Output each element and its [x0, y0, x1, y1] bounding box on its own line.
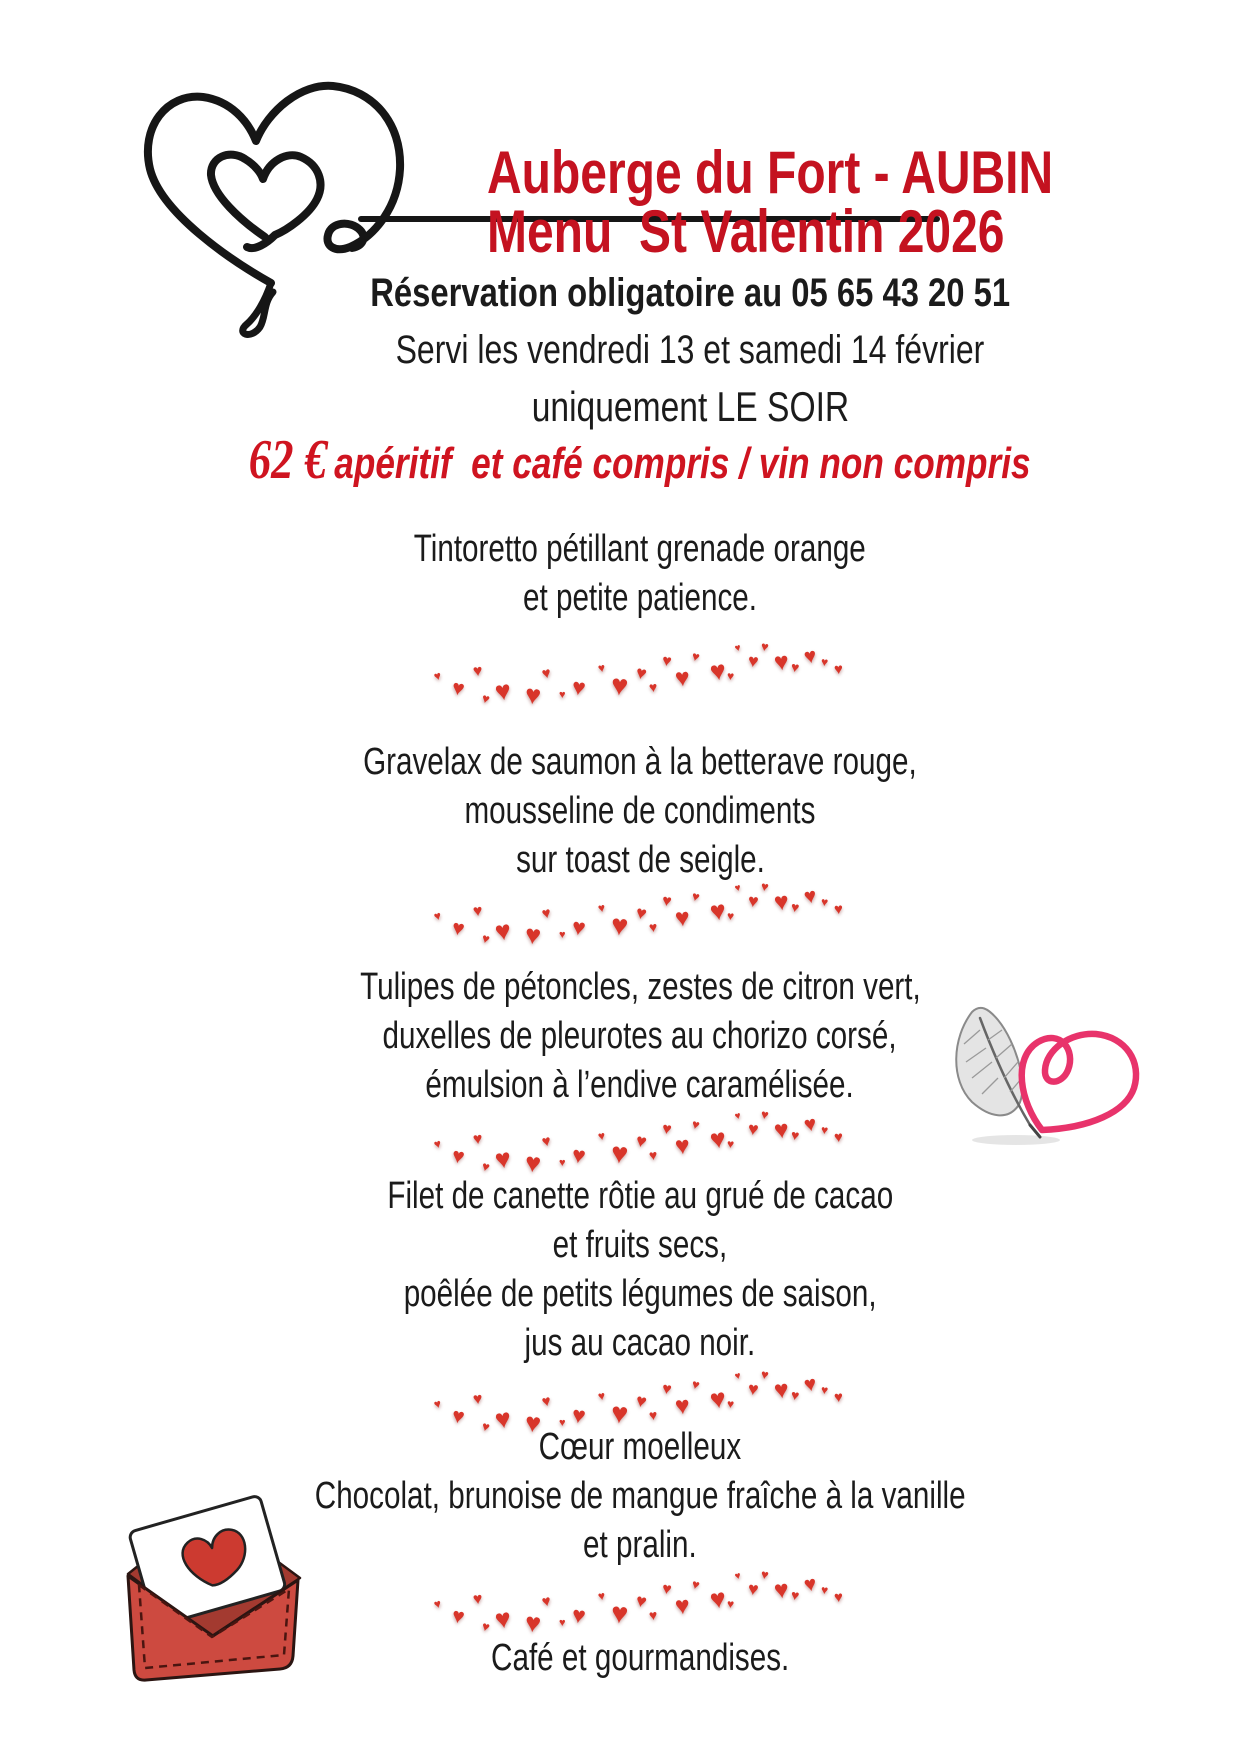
course-line-text: Tulipes de pétoncles, zestes de citron vert, — [359, 966, 921, 1008]
small-heart-icon: ♥ — [707, 1123, 728, 1155]
small-heart-icon: ♥ — [648, 1606, 659, 1624]
small-heart-icon: ♥ — [747, 1378, 760, 1400]
small-heart-icon: ♥ — [833, 900, 844, 919]
small-heart-icon: ♥ — [747, 890, 760, 912]
reservation-line — [240, 272, 1140, 314]
small-heart-icon: ♥ — [570, 1601, 588, 1629]
course-line — [140, 1423, 1140, 1472]
small-heart-icon: ♥ — [570, 673, 588, 701]
course-line — [140, 1221, 1140, 1270]
small-heart-icon: ♥ — [733, 1110, 743, 1123]
small-heart-icon: ♥ — [634, 1590, 650, 1612]
small-heart-icon: ♥ — [759, 1106, 771, 1123]
small-heart-icon: ♥ — [449, 916, 466, 941]
small-heart-icon: ♥ — [596, 900, 606, 916]
small-heart-icon: ♥ — [733, 1370, 743, 1383]
small-heart-icon: ♥ — [559, 1617, 566, 1629]
course-line-text: et pralin. — [583, 1524, 697, 1566]
small-heart-icon: ♥ — [820, 1382, 830, 1398]
small-heart-icon: ♥ — [833, 1128, 844, 1147]
small-heart-icon: ♥ — [472, 902, 484, 921]
course-line-text: Filet de canette rôtie au grué de cacao — [387, 1175, 893, 1217]
small-heart-icon: ♥ — [432, 1596, 444, 1612]
small-heart-icon: ♥ — [540, 1392, 553, 1411]
price-line-text — [249, 429, 1031, 502]
small-heart-icon: ♥ — [674, 1131, 691, 1161]
small-heart-icon: ♥ — [472, 1390, 484, 1409]
course-line-text: mousseline de condiments — [464, 790, 816, 832]
small-heart-icon: ♥ — [674, 903, 691, 933]
small-heart-icon: ♥ — [802, 644, 819, 669]
small-heart-icon: ♥ — [747, 1118, 760, 1140]
small-heart-icon: ♥ — [707, 1383, 728, 1415]
small-heart-icon: ♥ — [523, 1147, 543, 1179]
small-heart-icon: ♥ — [820, 654, 830, 670]
small-heart-icon: ♥ — [820, 1582, 830, 1598]
small-heart-icon: ♥ — [449, 676, 466, 701]
small-heart-icon: ♥ — [733, 1570, 743, 1583]
small-heart-icon: ♥ — [772, 647, 791, 677]
small-heart-icon: ♥ — [570, 1401, 588, 1429]
small-heart-icon: ♥ — [523, 1407, 543, 1439]
small-heart-icon: ♥ — [432, 1396, 444, 1412]
course-main — [140, 1172, 1140, 1368]
small-heart-icon: ♥ — [449, 1404, 466, 1429]
small-heart-icon: ♥ — [690, 888, 702, 905]
evening-only-line — [240, 385, 1140, 429]
small-heart-icon: ♥ — [674, 1591, 691, 1621]
course-line-text: sur toast de seigle. — [515, 839, 765, 881]
small-heart-icon: ♥ — [648, 1406, 659, 1424]
small-heart-icon: ♥ — [661, 1380, 673, 1399]
hearts-divider — [430, 1102, 860, 1178]
small-heart-icon: ♥ — [648, 1146, 659, 1164]
small-heart-icon: ♥ — [634, 662, 650, 684]
small-heart-icon: ♥ — [634, 1390, 650, 1412]
evening-only-text: uniquement LE SOIR — [531, 383, 849, 430]
small-heart-icon: ♥ — [747, 1578, 760, 1600]
small-heart-icon: ♥ — [726, 1396, 735, 1412]
small-heart-icon: ♥ — [790, 1126, 801, 1144]
menu-title — [420, 139, 1180, 265]
small-heart-icon: ♥ — [790, 898, 801, 916]
small-heart-icon: ♥ — [790, 658, 801, 676]
small-heart-icon: ♥ — [772, 1375, 791, 1405]
small-heart-icon: ♥ — [833, 1588, 844, 1607]
small-heart-icon: ♥ — [492, 675, 513, 707]
small-heart-icon: ♥ — [609, 909, 630, 943]
small-heart-icon: ♥ — [570, 1141, 588, 1169]
small-heart-icon: ♥ — [523, 1607, 543, 1639]
small-heart-icon: ♥ — [479, 1418, 492, 1435]
course-aperitif — [140, 525, 1140, 623]
small-heart-icon: ♥ — [472, 662, 484, 681]
course-line-text: poêlée de petits légumes de saison, — [403, 1273, 877, 1315]
hearts-divider — [430, 874, 860, 950]
small-heart-icon: ♥ — [759, 1566, 771, 1583]
small-heart-icon: ♥ — [707, 1583, 728, 1615]
small-heart-icon: ♥ — [690, 1576, 702, 1593]
small-heart-icon: ♥ — [733, 882, 743, 895]
small-heart-icon: ♥ — [648, 918, 659, 936]
small-heart-icon: ♥ — [559, 1417, 566, 1429]
small-heart-icon: ♥ — [802, 1372, 819, 1397]
small-heart-icon: ♥ — [772, 1115, 791, 1145]
course-line-text: Gravelax de saumon à la betterave rouge, — [363, 741, 917, 783]
course-line-text: Chocolat, brunoise de mangue fraîche à la vanille — [314, 1475, 966, 1517]
small-heart-icon: ♥ — [820, 894, 830, 910]
small-heart-icon: ♥ — [492, 1603, 513, 1635]
course-line-text: duxelles de pleurotes au chorizo corsé, — [382, 1015, 898, 1057]
small-heart-icon: ♥ — [707, 655, 728, 687]
small-heart-icon: ♥ — [432, 908, 444, 924]
small-heart-icon: ♥ — [661, 1580, 673, 1599]
small-heart-icon: ♥ — [674, 1391, 691, 1421]
course-line-text: jus au cacao noir. — [524, 1322, 756, 1364]
small-heart-icon: ♥ — [596, 660, 606, 676]
price-amount: 62 € — [249, 429, 328, 491]
small-heart-icon: ♥ — [802, 884, 819, 909]
small-heart-icon: ♥ — [820, 1122, 830, 1138]
menu-title-text: Menu St Valentin 2026 — [486, 198, 1005, 265]
service-dates-text: Servi les vendredi 13 et samedi 14 février — [395, 328, 985, 372]
small-heart-icon: ♥ — [479, 930, 492, 947]
small-heart-icon: ♥ — [472, 1590, 484, 1609]
small-heart-icon: ♥ — [802, 1572, 819, 1597]
course-line — [140, 525, 1140, 574]
course-line-text: et petite patience. — [523, 577, 757, 619]
small-heart-icon: ♥ — [634, 902, 650, 924]
small-heart-icon: ♥ — [833, 1388, 844, 1407]
small-heart-icon: ♥ — [726, 668, 735, 684]
small-heart-icon: ♥ — [540, 664, 553, 683]
small-heart-icon: ♥ — [479, 1618, 492, 1635]
small-heart-icon: ♥ — [540, 1592, 553, 1611]
small-heart-icon: ♥ — [690, 648, 702, 665]
small-heart-icon: ♥ — [802, 1112, 819, 1137]
small-heart-icon: ♥ — [609, 669, 630, 703]
restaurant-name — [420, 83, 1180, 206]
course-line-text: émulsion à l’endive caramélisée. — [425, 1064, 855, 1106]
small-heart-icon: ♥ — [661, 1120, 673, 1139]
small-heart-icon: ♥ — [726, 908, 735, 924]
course-line — [140, 574, 1140, 623]
feather-heart-icon — [950, 1000, 1150, 1148]
small-heart-icon: ♥ — [747, 650, 760, 672]
small-heart-icon: ♥ — [772, 887, 791, 917]
small-heart-icon: ♥ — [559, 689, 566, 701]
course-line-text: Cœur moelleux — [538, 1426, 742, 1468]
small-heart-icon: ♥ — [759, 638, 771, 655]
small-heart-icon: ♥ — [733, 642, 743, 655]
small-heart-icon: ♥ — [833, 660, 844, 679]
small-heart-icon: ♥ — [492, 915, 513, 947]
course-line — [140, 787, 1140, 836]
small-heart-icon: ♥ — [707, 895, 728, 927]
course-line — [140, 1270, 1140, 1319]
small-heart-icon: ♥ — [540, 904, 553, 923]
price-line — [140, 429, 1140, 502]
small-heart-icon: ♥ — [449, 1144, 466, 1169]
small-heart-icon: ♥ — [634, 1130, 650, 1152]
small-heart-icon: ♥ — [690, 1116, 702, 1133]
small-heart-icon: ♥ — [609, 1137, 630, 1171]
price-note: apéritif et café compris / vin non compris — [334, 439, 1031, 488]
small-heart-icon: ♥ — [492, 1143, 513, 1175]
small-heart-icon: ♥ — [596, 1588, 606, 1604]
course-line — [140, 1172, 1140, 1221]
small-heart-icon: ♥ — [492, 1403, 513, 1435]
small-heart-icon: ♥ — [772, 1575, 791, 1605]
course-line-text: Tintoretto pétillant grenade orange — [413, 528, 867, 570]
small-heart-icon: ♥ — [523, 919, 543, 951]
small-heart-icon: ♥ — [540, 1132, 553, 1151]
small-heart-icon: ♥ — [759, 1366, 771, 1383]
small-heart-icon: ♥ — [648, 678, 659, 696]
small-heart-icon: ♥ — [479, 1158, 492, 1175]
small-heart-icon: ♥ — [559, 1157, 566, 1169]
small-heart-icon: ♥ — [674, 663, 691, 693]
small-heart-icon: ♥ — [790, 1586, 801, 1604]
small-heart-icon: ♥ — [596, 1388, 606, 1404]
small-heart-icon: ♥ — [609, 1397, 630, 1431]
small-heart-icon: ♥ — [479, 690, 492, 707]
small-heart-icon: ♥ — [690, 1376, 702, 1393]
course-line-text: Café et gourmandises. — [490, 1637, 790, 1679]
small-heart-icon: ♥ — [726, 1136, 735, 1152]
restaurant-name-text: Auberge du Fort - AUBIN — [486, 139, 1053, 206]
small-heart-icon: ♥ — [523, 679, 543, 711]
small-heart-icon: ♥ — [790, 1386, 801, 1404]
service-dates-line — [240, 329, 1140, 371]
small-heart-icon: ♥ — [432, 668, 444, 684]
hearts-divider — [430, 1562, 860, 1638]
hearts-divider — [430, 634, 860, 710]
small-heart-icon: ♥ — [472, 1130, 484, 1149]
reservation-text: Réservation obligatoire au 05 65 43 20 51 — [370, 271, 1010, 315]
small-heart-icon: ♥ — [559, 929, 566, 941]
small-heart-icon: ♥ — [661, 892, 673, 911]
small-heart-icon: ♥ — [432, 1136, 444, 1152]
course-starter — [140, 738, 1140, 885]
small-heart-icon: ♥ — [726, 1596, 735, 1612]
course-line-text: et fruits secs, — [552, 1224, 728, 1266]
course-line — [140, 1319, 1140, 1368]
small-heart-icon: ♥ — [449, 1604, 466, 1629]
course-line — [140, 738, 1140, 787]
small-heart-icon: ♥ — [759, 878, 771, 895]
love-letter-icon — [112, 1488, 312, 1683]
small-heart-icon: ♥ — [609, 1597, 630, 1631]
small-heart-icon: ♥ — [661, 652, 673, 671]
small-heart-icon: ♥ — [596, 1128, 606, 1144]
small-heart-icon: ♥ — [570, 913, 588, 941]
